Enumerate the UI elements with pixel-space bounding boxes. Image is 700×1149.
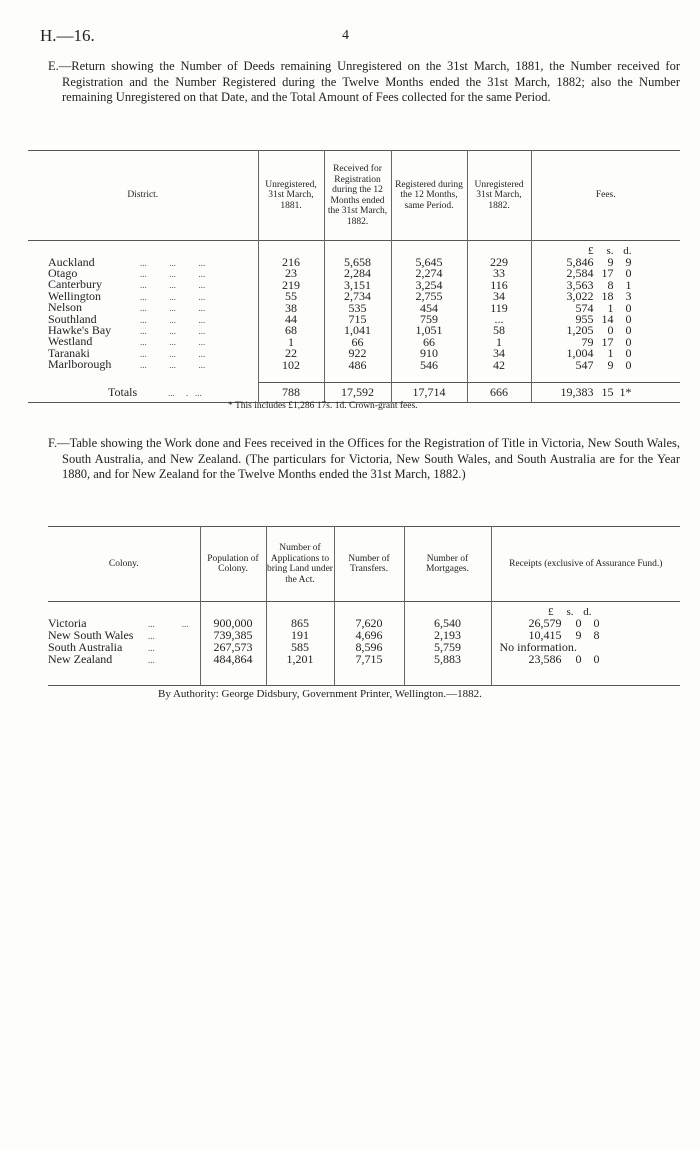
district-name: Canterbury: [48, 277, 102, 292]
receipts-cell: [491, 642, 680, 654]
cell-unreg_1882: 58: [467, 325, 531, 336]
fees-cell: [531, 359, 680, 370]
fee-units: [491, 602, 680, 618]
fee-shillings: 0: [575, 652, 582, 667]
cell: [200, 602, 266, 618]
column-header: District.: [127, 190, 159, 201]
fee-pence: 9: [625, 255, 632, 269]
imprint: By Authority: George Didsbury, Government Printer, Wellington.—1882.: [158, 688, 482, 700]
cell-registered: 1,051: [391, 325, 467, 336]
leader-dots: ...: [148, 642, 155, 653]
fee-pounds: 1,205: [566, 323, 594, 338]
cell: [28, 371, 258, 383]
leader-dots: ... ... ...: [140, 348, 206, 359]
leader-dots: ... ... ...: [140, 257, 206, 268]
table-e-caption: E.—Return showing the Number of Deeds remaining Unregistered on the 31st March, 1881, the Number received for Registration and the Number Registered during the Twelve Months ended the 31st March, 1882; also the Number remaining Unregistered on that Date, and the Total Amount of Fees collected for the same Period.: [48, 59, 680, 104]
column-header: Receipts (exclusive of Assurance Fund.): [491, 527, 680, 602]
fees-cell: [531, 348, 680, 359]
fee-pence: 1*: [619, 385, 632, 400]
cell: [200, 666, 266, 686]
fee-pounds: £: [548, 606, 554, 619]
receipts-cell: [491, 654, 680, 666]
fee-pence: 0: [593, 652, 600, 667]
document-reference: H.—16.: [40, 26, 95, 45]
leader-dots: ...: [148, 654, 155, 665]
fee-shillings: 0: [575, 616, 582, 631]
column-header: Number of Transfers.: [334, 527, 404, 602]
fee-pence: 0: [625, 266, 632, 281]
cell-unreg_1881: 216: [258, 257, 324, 268]
district-name: Hawke's Bay: [48, 322, 112, 337]
column-header: Received for Registration during the 12 Months ended the 31st March, 1882.: [324, 151, 391, 241]
cell-received: 2,284: [324, 268, 391, 279]
total-received: 17,592: [324, 383, 391, 403]
fee-shillings: 18: [601, 289, 614, 304]
cell-applications: 1,201: [266, 654, 334, 666]
cell-mortgages: 2,193: [404, 630, 491, 642]
fee-pence: 8: [593, 628, 600, 643]
spacer-row: [28, 371, 680, 383]
fee-pounds: 3,022: [566, 289, 594, 304]
fee-pence: 0: [625, 357, 632, 372]
fee-shillings: 17: [601, 334, 614, 349]
leader-dots: ...: [148, 630, 155, 641]
column-header: Population of Colony.: [200, 527, 266, 602]
leader-dots: ... ... ...: [140, 268, 206, 279]
leader-dots: ... ... ...: [140, 280, 206, 291]
cell-received: 486: [324, 359, 391, 370]
fee-pounds: 10,415: [528, 628, 562, 643]
cell: [334, 602, 404, 618]
cell-transfers: 7,715: [334, 654, 404, 666]
fee-shillings: 9: [575, 628, 582, 643]
leader-dots: ... ...: [148, 618, 189, 629]
cell-registered: 5,645: [391, 257, 467, 268]
cell-received: 2,734: [324, 291, 391, 302]
fee-shillings: 17: [601, 266, 614, 281]
colony-name: New South Wales: [48, 627, 134, 642]
fee-shillings: s.: [606, 245, 614, 258]
colony-name: Victoria: [48, 615, 87, 630]
cell-transfers: 4,696: [334, 630, 404, 642]
fee-shillings: 9: [607, 357, 614, 372]
cell-registered: 454: [391, 302, 467, 313]
fee-pounds: £: [588, 245, 594, 258]
fee-pence: 0: [625, 323, 632, 338]
colony-name: South Australia: [48, 639, 123, 654]
cell-mortgages: 5,759: [404, 642, 491, 654]
page-number: 4: [342, 28, 349, 43]
cell: [258, 371, 324, 383]
cell: [266, 602, 334, 618]
fee-shillings: 1: [607, 346, 614, 361]
column-header: Unregistered 31st March, 1882.: [467, 151, 531, 241]
fee-pence: 1: [625, 277, 632, 292]
district-name: Wellington: [48, 288, 102, 303]
totals-row: [28, 383, 680, 403]
district-name: Otago: [48, 265, 78, 280]
cell-unreg_1881: 38: [258, 302, 324, 313]
fee-pence: 0: [625, 346, 632, 361]
leader-dots: ... ... ...: [140, 325, 206, 336]
fee-pounds: 2,584: [566, 266, 594, 281]
cell-registered: 2,755: [391, 291, 467, 302]
fees-cell: [531, 336, 680, 347]
cell: [48, 666, 200, 686]
cell-unreg_1881: 55: [258, 291, 324, 302]
cell: [467, 371, 531, 383]
fee-pence: 0: [625, 300, 632, 315]
column-header: Registered during the 12 Months, same Period.: [391, 151, 467, 241]
fee-pounds: 955: [575, 312, 594, 327]
leader-dots: ... ... ...: [140, 360, 206, 371]
receipts-cell: [491, 618, 680, 630]
column-header: Number of Applications to bring Land under the Act.: [266, 527, 334, 602]
fee-pounds: 1,004: [566, 346, 594, 361]
totals-cell: [28, 383, 258, 403]
fee-shillings: 1: [607, 300, 614, 315]
fee-units: [531, 241, 680, 257]
fee-shillings: 14: [601, 312, 614, 327]
table-row: [28, 359, 680, 370]
cell-unreg_1882: 116: [467, 279, 531, 290]
cell: [404, 602, 491, 618]
cell-received: 5,658: [324, 257, 391, 268]
cell-unreg_1881: 1: [258, 336, 324, 347]
colony-name: New Zealand: [48, 651, 113, 666]
leader-dots: ... . ...: [168, 387, 202, 398]
fee-pounds: 26,579: [528, 616, 562, 631]
fee-pounds: 547: [575, 357, 594, 372]
cell-unreg_1882: 42: [467, 359, 531, 370]
cell-population: 267,573: [200, 642, 266, 654]
cell-population: 900,000: [200, 618, 266, 630]
cell-transfers: 8,596: [334, 642, 404, 654]
leader-dots: ... ... ...: [140, 314, 206, 325]
fee-pence: 0: [625, 334, 632, 349]
colony-cell: [48, 651, 200, 666]
fee-shillings: 8: [607, 277, 614, 292]
cell-applications: 865: [266, 618, 334, 630]
cell-received: 922: [324, 348, 391, 359]
fee-shillings: 0: [607, 323, 614, 338]
cell-population: 484,864: [200, 654, 266, 666]
cell-registered: 66: [391, 336, 467, 347]
cell-unreg_1881: 68: [258, 325, 324, 336]
column-header: Fees.: [531, 151, 680, 241]
leader-dots: ... ... ...: [140, 337, 206, 348]
cell: [324, 371, 391, 383]
fee-pounds: 574: [575, 300, 594, 315]
cell-transfers: 7,620: [334, 618, 404, 630]
district-name: Westland: [48, 334, 93, 349]
cell-unreg_1881: 23: [258, 268, 324, 279]
fees-cell: [531, 268, 680, 279]
cell-registered: 546: [391, 359, 467, 370]
district-name: Southland: [48, 311, 97, 326]
fee-pence: 0: [593, 616, 600, 631]
cell: [391, 371, 467, 383]
cell-population: 739,385: [200, 630, 266, 642]
cell-unreg_1881: 102: [258, 359, 324, 370]
total-fees: [531, 383, 680, 403]
cell: [266, 666, 334, 686]
fee-pounds: 5,846: [566, 255, 594, 269]
cell-mortgages: 6,540: [404, 618, 491, 630]
fee-pence: 3: [625, 289, 632, 304]
district-name: Taranaki: [48, 345, 90, 360]
fee-shillings: s.: [566, 606, 574, 619]
total-unreg_1882: 666: [467, 383, 531, 403]
cell-unreg_1882: 1: [467, 336, 531, 347]
fee-pounds: 23,586: [528, 652, 562, 667]
table-f-caption: F.—Table showing the Work done and Fees received in the Offices for the Registration of Title in Victoria, New South Wales, South Australia, and New Zealand. (The particulars for Victoria, New South Wales, and South Australia are for the Year 1880, and for New Zealand for the Twelve Months ended the 31st March, 1882.): [48, 436, 680, 481]
leader-dots: ... ... ...: [140, 291, 206, 302]
table-e: [28, 150, 680, 403]
district-name: Nelson: [48, 300, 82, 315]
cell-registered: 3,254: [391, 279, 467, 290]
fee-pence: d.: [623, 245, 632, 258]
cell-unreg_1882: 34: [467, 348, 531, 359]
totals-label: Totals: [108, 384, 138, 399]
fee-pounds: 3,563: [566, 277, 594, 292]
fee-pounds: 79: [581, 334, 594, 349]
cell-unreg_1881: 44: [258, 314, 324, 325]
cell-mortgages: 5,883: [404, 654, 491, 666]
table-row: [48, 654, 680, 666]
units-row: [48, 602, 680, 618]
cell-unreg_1882: ...: [467, 314, 531, 325]
total-registered: 17,714: [391, 383, 467, 403]
district-name: Marlborough: [48, 357, 112, 372]
fee-shillings: 15: [601, 385, 614, 400]
cell-registered: 910: [391, 348, 467, 359]
fee-shillings: 9: [607, 255, 614, 269]
footnote: * This includes £1,286 17s. 1d. Crown-grant fees.: [228, 401, 418, 411]
receipts-text: No information.: [499, 640, 577, 655]
column-header: Unregistered, 31st March, 1881.: [258, 151, 324, 241]
cell-received: 3,151: [324, 279, 391, 290]
cell: [404, 666, 491, 686]
fee-pounds: 19,383: [560, 385, 594, 400]
cell-registered: 2,274: [391, 268, 467, 279]
fee-pence: 0: [625, 312, 632, 327]
district-name: Auckland: [48, 254, 95, 269]
cell-applications: 585: [266, 642, 334, 654]
leader-dots: ... ... ...: [140, 303, 206, 314]
cell-received: 535: [324, 302, 391, 313]
spacer-row: [48, 666, 680, 686]
fees-cell: [531, 314, 680, 325]
cell: [334, 666, 404, 686]
fee-pence: d.: [583, 606, 592, 619]
cell: [491, 666, 680, 686]
cell-received: 715: [324, 314, 391, 325]
district-cell: [28, 359, 258, 370]
table-f: [48, 526, 680, 686]
cell-applications: 191: [266, 630, 334, 642]
fees-cell: [531, 291, 680, 302]
cell-received: 66: [324, 336, 391, 347]
total-unreg_1881: 788: [258, 383, 324, 403]
cell-registered: 759: [391, 314, 467, 325]
cell-unreg_1882: 34: [467, 291, 531, 302]
cell-unreg_1881: 22: [258, 348, 324, 359]
column-header: Number of Mortgages.: [404, 527, 491, 602]
cell-unreg_1882: 229: [467, 257, 531, 268]
cell-unreg_1881: 219: [258, 279, 324, 290]
cell: [531, 371, 680, 383]
cell-unreg_1882: 119: [467, 302, 531, 313]
column-header: Colony.: [108, 558, 139, 569]
cell-received: 1,041: [324, 325, 391, 336]
cell-unreg_1882: 33: [467, 268, 531, 279]
